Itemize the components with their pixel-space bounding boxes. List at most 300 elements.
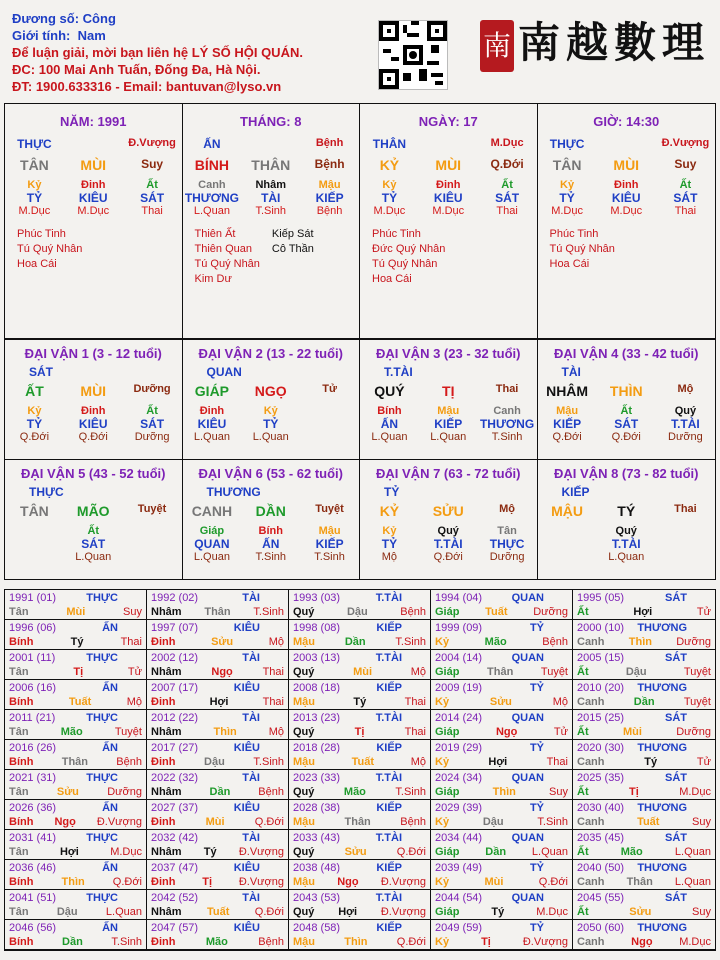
dai-van-hidden-god-row	[360, 537, 537, 551]
annual-year: 2028 (38)	[293, 802, 341, 814]
dai-van-stem-branch-row	[183, 503, 360, 519]
annual-cell	[573, 890, 715, 920]
annual-ten-god: TỶ	[529, 682, 544, 694]
annual-stem: Ất	[577, 606, 589, 618]
annual-year: 2013 (23)	[293, 712, 341, 724]
annual-cell-top	[435, 621, 568, 635]
annual-ten-god: SÁT	[665, 772, 687, 784]
annual-stem: Mậu	[293, 696, 315, 708]
annual-stem: Bính	[9, 636, 34, 648]
annual-life-stage: Q.Đới	[538, 876, 568, 888]
dai-van-4	[538, 340, 716, 460]
annual-year: 2044 (54)	[435, 892, 483, 904]
dai-van-hidden-stem: Đinh	[199, 405, 225, 417]
pillar-stem-branch: Bệnh	[314, 157, 345, 171]
annual-ten-god: T.TÀI	[375, 712, 402, 724]
annual-branch: Tị	[202, 876, 213, 888]
annual-cell-bottom	[9, 605, 142, 619]
annual-branch: Mão	[60, 726, 83, 738]
annual-life-stage: L.Quan	[674, 876, 711, 888]
dai-van-hidden-god	[5, 537, 64, 551]
annual-ten-god: TÀI	[242, 652, 260, 664]
annual-life-stage: Tuyệt	[540, 666, 568, 678]
annual-life-stage: Suy	[123, 606, 142, 618]
pillar-hidden-god-row	[5, 191, 182, 205]
annual-cell-bottom	[9, 815, 142, 829]
dai-van-life-stage: Q.Đới	[19, 431, 50, 443]
annual-cell-bottom	[435, 785, 568, 799]
annual-stem: Ất	[577, 846, 589, 858]
annual-cell-top	[9, 741, 142, 755]
dai-van-stem-branch: Mộ	[677, 383, 694, 395]
pillar-life-stage: T.Sinh	[255, 205, 287, 217]
annual-year: 2034 (44)	[435, 832, 483, 844]
annual-cell-bottom	[577, 785, 711, 799]
annual-year: 2004 (14)	[435, 652, 483, 664]
pillar-hidden-stem-row	[538, 179, 716, 191]
annual-stem: Tân	[9, 906, 29, 918]
annual-branch: Ngọ	[54, 816, 76, 828]
annual-stem: Quý	[293, 846, 315, 858]
annual-cell	[289, 920, 431, 950]
annual-cell-top	[293, 891, 426, 905]
pillar-life-stage: Thai	[674, 205, 697, 217]
annual-cell-top	[9, 861, 142, 875]
annual-stem: Quý	[293, 786, 315, 798]
dai-van-life-stage	[656, 551, 715, 563]
annual-cell-top	[577, 771, 711, 785]
annual-cell	[289, 620, 431, 650]
dai-van-hidden-stem: Quý	[674, 405, 697, 417]
dai-van-stem-branch: SỬU	[432, 503, 464, 519]
dai-van-hidden-stem-row	[538, 525, 716, 537]
annual-cell-top	[293, 711, 426, 725]
annual-cell	[431, 800, 573, 830]
dai-van-2	[183, 340, 361, 460]
annual-ten-god: QUAN	[511, 592, 544, 604]
annual-ten-god: KIẾP	[376, 862, 402, 874]
annual-cell	[431, 590, 573, 620]
dai-van-stem-branch: THÌN	[609, 383, 643, 399]
pillar-hidden-god: SÁT	[495, 191, 520, 205]
annual-stem: Nhâm	[151, 606, 182, 618]
annual-year: 2048 (58)	[293, 922, 341, 934]
dai-van-stem-branch: Thai	[495, 383, 519, 395]
dai-van-hidden-god-row	[538, 537, 716, 551]
annual-branch: Hợi	[488, 756, 508, 768]
annual-year: 2029 (39)	[435, 802, 483, 814]
annual-cell-bottom	[9, 905, 142, 919]
pillar-hidden-stem: Kỷ	[560, 179, 575, 191]
annual-branch: Dậu	[625, 666, 647, 678]
annual-cell	[147, 920, 289, 950]
annual-cell-bottom	[435, 665, 568, 679]
pillar-star: Kiếp Sát	[271, 228, 314, 240]
annual-ten-god: THƯƠNG	[637, 862, 687, 874]
annual-cell	[431, 650, 573, 680]
annual-cell-top	[293, 831, 426, 845]
dai-van-hidden-stem: Ất	[620, 405, 633, 417]
dai-van-hidden-god: THỰC	[489, 537, 525, 551]
contact-line: Để luận giải, mời bạn liên hệ LÝ SỐ HỘI QUÁN.	[12, 45, 303, 60]
annual-ten-god: TỶ	[529, 922, 544, 934]
annual-year: 1997 (07)	[151, 622, 199, 634]
annual-stem: Kỷ	[435, 696, 450, 708]
annual-year: 2046 (56)	[9, 922, 57, 934]
pillar-hidden-god-row	[360, 191, 537, 205]
dai-van-life-stage: Q.Đới	[552, 431, 582, 443]
pillar-life-stage: M.Dục	[551, 205, 583, 217]
dai-van-god: THƯƠNG	[206, 485, 261, 499]
annual-ten-god: ẤN	[102, 922, 118, 934]
dai-van-life-stage	[123, 551, 182, 563]
annual-year: 2041 (51)	[9, 892, 57, 904]
dai-van-life-stage	[538, 551, 597, 563]
annual-stem: Kỷ	[435, 756, 450, 768]
annual-life-stage: Mộ	[268, 636, 284, 648]
annual-cell-bottom	[435, 815, 568, 829]
annual-life-stage: Q.Đới	[396, 936, 426, 948]
pillar-hidden-god-row	[183, 191, 360, 205]
annual-ten-god: T.TÀI	[375, 652, 402, 664]
annual-stem: Đinh	[151, 936, 176, 948]
dai-van-life-stage-row	[538, 551, 716, 563]
annual-stem: Giáp	[435, 606, 460, 618]
annual-stem: Canh	[577, 876, 605, 888]
annual-life-stage: T.Sinh	[395, 636, 426, 648]
pillar-hidden-god-row	[538, 191, 716, 205]
dai-van-stem-branch: NHÂM	[546, 383, 589, 399]
annual-year: 2007 (17)	[151, 682, 199, 694]
dai-van-stem-branch: DẦN	[255, 503, 286, 519]
annual-branch: Dần	[633, 696, 655, 708]
annual-cell-bottom	[151, 635, 284, 649]
dai-van-5	[5, 460, 183, 580]
dai-van-hidden-god-row	[538, 417, 716, 431]
dai-van-life-stage: Dưỡng	[134, 431, 170, 443]
pillar-star: Thiên Quan	[194, 243, 252, 255]
annual-cell-bottom	[151, 935, 284, 949]
annual-cell-top	[9, 891, 142, 905]
pillar-star: Tú Quý Nhân	[17, 243, 83, 255]
annual-year: 2012 (22)	[151, 712, 199, 724]
annual-cell	[573, 740, 715, 770]
annual-branch: Tị	[354, 726, 365, 738]
annual-cell-top	[293, 741, 426, 755]
annual-ten-god: THỰC	[86, 652, 118, 664]
annual-stem: Canh	[577, 936, 605, 948]
annual-ten-god: KIÊU	[233, 922, 260, 934]
annual-branch: Tuất	[485, 606, 508, 618]
pillar-month	[183, 104, 361, 339]
dai-van-title: ĐẠI VẬN 8 (73 - 82 tuổi)	[554, 466, 699, 481]
annual-branch: Ngọ	[211, 666, 233, 678]
annual-branch: Mùi	[66, 606, 86, 618]
pillar-hidden-stem: Kỷ	[382, 179, 397, 191]
annual-life-stage: Thai	[404, 696, 426, 708]
annual-stem: Giáp	[435, 786, 460, 798]
pillar-hidden-god: SÁT	[673, 191, 698, 205]
dai-van-hidden-god	[656, 537, 715, 551]
annual-cell-bottom	[577, 665, 711, 679]
pillar-hidden-god: TỶ	[381, 191, 398, 205]
annual-ten-god: TỶ	[529, 622, 544, 634]
annual-branch: Ngọ	[337, 876, 359, 888]
dai-van-hidden-god	[538, 537, 597, 551]
dai-van-hidden-stem: Mậu	[437, 405, 460, 417]
annual-life-stage: T.Sinh	[395, 786, 426, 798]
dai-van-hidden-god: KIẾP	[553, 417, 582, 431]
dai-van-hidden-god: TỶ	[263, 417, 279, 431]
annual-stem: Giáp	[435, 846, 460, 858]
dai-van-god: T.TÀI	[384, 365, 413, 379]
dai-van-hidden-stem: Quý	[615, 525, 637, 537]
annual-year: 2006 (16)	[9, 682, 57, 694]
annual-cell-bottom	[293, 815, 426, 829]
annual-year: 2047 (57)	[151, 922, 199, 934]
dai-van-life-stage-row	[360, 431, 537, 443]
annual-branch: Dần	[344, 636, 366, 648]
pillar-life-stage: L.Quan	[193, 205, 230, 217]
dai-van-hidden-god: QUAN	[194, 537, 230, 551]
annual-ten-god: KIẾP	[376, 682, 402, 694]
annual-cell-bottom	[293, 725, 426, 739]
annual-cell-bottom	[577, 875, 711, 889]
pillar-star: Đức Quý Nhân	[372, 243, 446, 255]
annual-cell-top	[9, 621, 142, 635]
annual-cell-bottom	[577, 725, 711, 739]
annual-cell	[573, 830, 715, 860]
annual-year: 2022 (32)	[151, 772, 199, 784]
pillar-hidden-stem: Kỷ	[27, 179, 42, 191]
pillar-star: Hoa Cái	[372, 273, 412, 285]
annual-ten-god: THỰC	[86, 772, 118, 784]
annual-cell-bottom	[577, 695, 711, 709]
annual-branch: Tý	[70, 636, 84, 648]
annual-cell	[289, 800, 431, 830]
annual-cell	[147, 710, 289, 740]
dai-van-hidden-god-row	[183, 537, 360, 551]
dai-van-stem-branch: Tuyệt	[137, 503, 167, 515]
annual-branch: Hợi	[59, 846, 79, 858]
dai-van-life-stage: L.Quan	[430, 431, 467, 443]
annual-cell-bottom	[577, 935, 711, 949]
pillar-star: Tú Quý Nhân	[194, 258, 260, 270]
annual-year: 2050 (60)	[577, 922, 625, 934]
pillar-stars-col	[372, 227, 445, 287]
annual-cell-bottom	[577, 845, 711, 859]
dai-van-stem-branch-row	[360, 503, 537, 519]
annual-cell-top	[9, 801, 142, 815]
annual-cell-top	[293, 801, 426, 815]
annual-cell-top	[9, 771, 142, 785]
annual-ten-god: KIẾP	[376, 922, 402, 934]
annual-ten-god: QUAN	[511, 772, 544, 784]
dai-van-title: ĐẠI VẬN 2 (13 - 22 tuổi)	[198, 346, 343, 361]
pillar-stem-branch: MÙI	[435, 157, 462, 173]
annual-cell	[431, 770, 573, 800]
pillar-star: Cô Thần	[271, 243, 314, 255]
annual-cell-top	[435, 681, 568, 695]
dai-van-life-stage: T.Sinh	[491, 431, 523, 443]
dai-van-hidden-god: KIẾP	[434, 417, 463, 431]
annual-branch: Mùi	[353, 666, 373, 678]
pillar-stem-branch: THÂN	[251, 157, 291, 173]
annual-cell	[5, 860, 147, 890]
dai-van-stem-branch-row	[5, 383, 182, 399]
annual-stem: Quý	[293, 606, 315, 618]
dai-van-title: ĐẠI VẬN 6 (53 - 62 tuổi)	[198, 466, 343, 481]
annual-cell-top	[435, 651, 568, 665]
annual-year: 2001 (11)	[9, 652, 56, 664]
annual-cell	[573, 710, 715, 740]
pillar-title: THÁNG: 8	[240, 114, 302, 129]
annual-cell-bottom	[151, 665, 284, 679]
pillar-hidden-stem: Ất	[679, 179, 692, 191]
annual-stem: Canh	[577, 756, 605, 768]
dai-van-title: ĐẠI VẬN 5 (43 - 52 tuổi)	[21, 466, 166, 481]
pillar-ten-god	[597, 137, 656, 151]
pillar-hidden-god: TỶ	[26, 191, 43, 205]
annual-stem: Tân	[9, 606, 29, 618]
dai-van-life-stage-row	[5, 551, 182, 563]
annual-life-stage: Bệnh	[400, 816, 426, 828]
annual-life-stage: Tử	[696, 606, 711, 618]
pillar-ten-god: Đ.Vượng	[128, 137, 176, 149]
annual-branch: Dậu	[56, 906, 78, 918]
annual-cell	[5, 920, 147, 950]
annual-cell-top	[577, 711, 711, 725]
annual-year: 2018 (28)	[293, 742, 341, 754]
name-value: Công	[82, 11, 116, 26]
annual-cell-bottom	[435, 905, 568, 919]
annual-cell	[573, 590, 715, 620]
annual-stem: Canh	[577, 696, 605, 708]
dai-van-hidden-god-row	[5, 537, 182, 551]
dai-van-hidden-god: ẤN	[262, 537, 280, 551]
annual-cell-top	[9, 591, 142, 605]
pillar-life-stage: M.Dục	[18, 205, 51, 217]
annual-stem: Giáp	[435, 726, 460, 738]
dai-van-hidden-stem: Canh	[493, 405, 521, 417]
annual-ten-god: TÀI	[242, 832, 260, 844]
annual-cell	[5, 710, 147, 740]
annual-stem: Mậu	[293, 756, 315, 768]
annual-cell	[573, 620, 715, 650]
dai-van-hidden-stem-row	[360, 405, 537, 417]
annual-cell-top	[435, 831, 568, 845]
pillar-hidden-stem: Đinh	[436, 179, 461, 191]
pillar-stem-branch: BÍNH	[194, 157, 230, 173]
annual-year: 1994 (04)	[435, 592, 483, 604]
dai-van-life-stage	[300, 431, 359, 443]
annual-branch: Tị	[73, 666, 84, 678]
annual-branch: Dần	[62, 936, 83, 948]
annual-branch: Hợi	[338, 906, 358, 918]
annual-life-stage: Mộ	[410, 756, 426, 768]
annual-cell-top	[293, 861, 426, 875]
annual-cell	[147, 830, 289, 860]
dai-van-life-stage: Q.Đới	[78, 431, 108, 443]
annual-cell-bottom	[151, 785, 284, 799]
annual-cell	[289, 740, 431, 770]
annual-year: 1992 (02)	[151, 592, 199, 604]
annual-stem: Kỷ	[435, 816, 450, 828]
annual-ten-god: KIẾP	[376, 802, 402, 814]
annual-ten-god: THƯƠNG	[637, 802, 687, 814]
pillar-ten-god-row	[5, 137, 182, 151]
pillar-hidden-stem: Ất	[146, 179, 158, 191]
annual-branch: Tý	[353, 696, 367, 708]
annual-cell-bottom	[435, 605, 568, 619]
dai-van-stem-branch: Dưỡng	[133, 383, 171, 395]
annual-branch: Thìn	[213, 726, 237, 738]
dai-van-hidden-stem-row	[5, 405, 182, 417]
dai-van-hidden-god: KIẾP	[315, 537, 344, 551]
pillar-hidden-god: KIÊU	[611, 191, 641, 205]
annual-stem: Nhâm	[151, 666, 182, 678]
annual-life-stage: Tuyệt	[683, 666, 711, 678]
annual-cell	[289, 680, 431, 710]
annual-branch: Thìn	[61, 876, 85, 888]
annual-cell-top	[577, 861, 711, 875]
annual-cell-bottom	[577, 605, 711, 619]
pillar-hidden-stem-row	[183, 179, 360, 191]
dai-van-life-stage: Dưỡng	[668, 431, 703, 443]
annual-cell-top	[293, 621, 426, 635]
annual-life-stage: Đ.Vượng	[238, 876, 284, 888]
annual-cell-top	[435, 891, 568, 905]
annual-year: 2032 (42)	[151, 832, 199, 844]
annual-stem: Canh	[577, 816, 605, 828]
dai-van-life-stage: Dưỡng	[489, 551, 525, 563]
annual-cell-top	[293, 771, 426, 785]
pillar-life-stage-row	[538, 205, 716, 217]
pillar-title: NĂM: 1991	[60, 114, 127, 129]
annual-life-stage: Mộ	[268, 726, 284, 738]
annual-cell-top	[151, 711, 284, 725]
annual-branch: Sửu	[489, 696, 512, 708]
annual-cell-bottom	[435, 875, 568, 889]
annual-cell	[289, 890, 431, 920]
dai-van-stem-branch: TÝ	[617, 503, 636, 519]
pillar-life-stage-row	[183, 205, 360, 217]
annual-ten-god: TỶ	[529, 862, 544, 874]
annual-ten-god: KIÊU	[233, 682, 260, 694]
annual-ten-god: KIẾP	[376, 742, 402, 754]
annual-year: 2017 (27)	[151, 742, 199, 754]
annual-ten-god: KIÊU	[233, 802, 260, 814]
annual-cell-top	[577, 801, 711, 815]
pillar-ten-god: THÂN	[372, 137, 407, 151]
pillar-stars	[183, 227, 360, 287]
annual-branch: Tuất	[68, 696, 92, 708]
four-pillars-grid	[4, 103, 716, 340]
annual-cell-bottom	[151, 875, 284, 889]
annual-life-stage: Dưỡng	[533, 606, 568, 618]
annual-cell-bottom	[9, 785, 142, 799]
dai-van-stem-branch-row	[183, 383, 360, 399]
dai-van-hidden-stem: Kỷ	[27, 405, 42, 417]
annual-cell	[431, 830, 573, 860]
dai-van-hidden-god	[300, 417, 359, 431]
dai-van-life-stage: T.Sinh	[314, 551, 345, 563]
annual-stem: Bính	[9, 816, 34, 828]
dai-van-title: ĐẠI VẬN 4 (33 - 42 tuổi)	[554, 346, 699, 361]
annual-ten-god: ẤN	[102, 682, 118, 694]
dai-van-hidden-god: T.TÀI	[611, 537, 641, 551]
annual-stem: Nhâm	[151, 726, 182, 738]
